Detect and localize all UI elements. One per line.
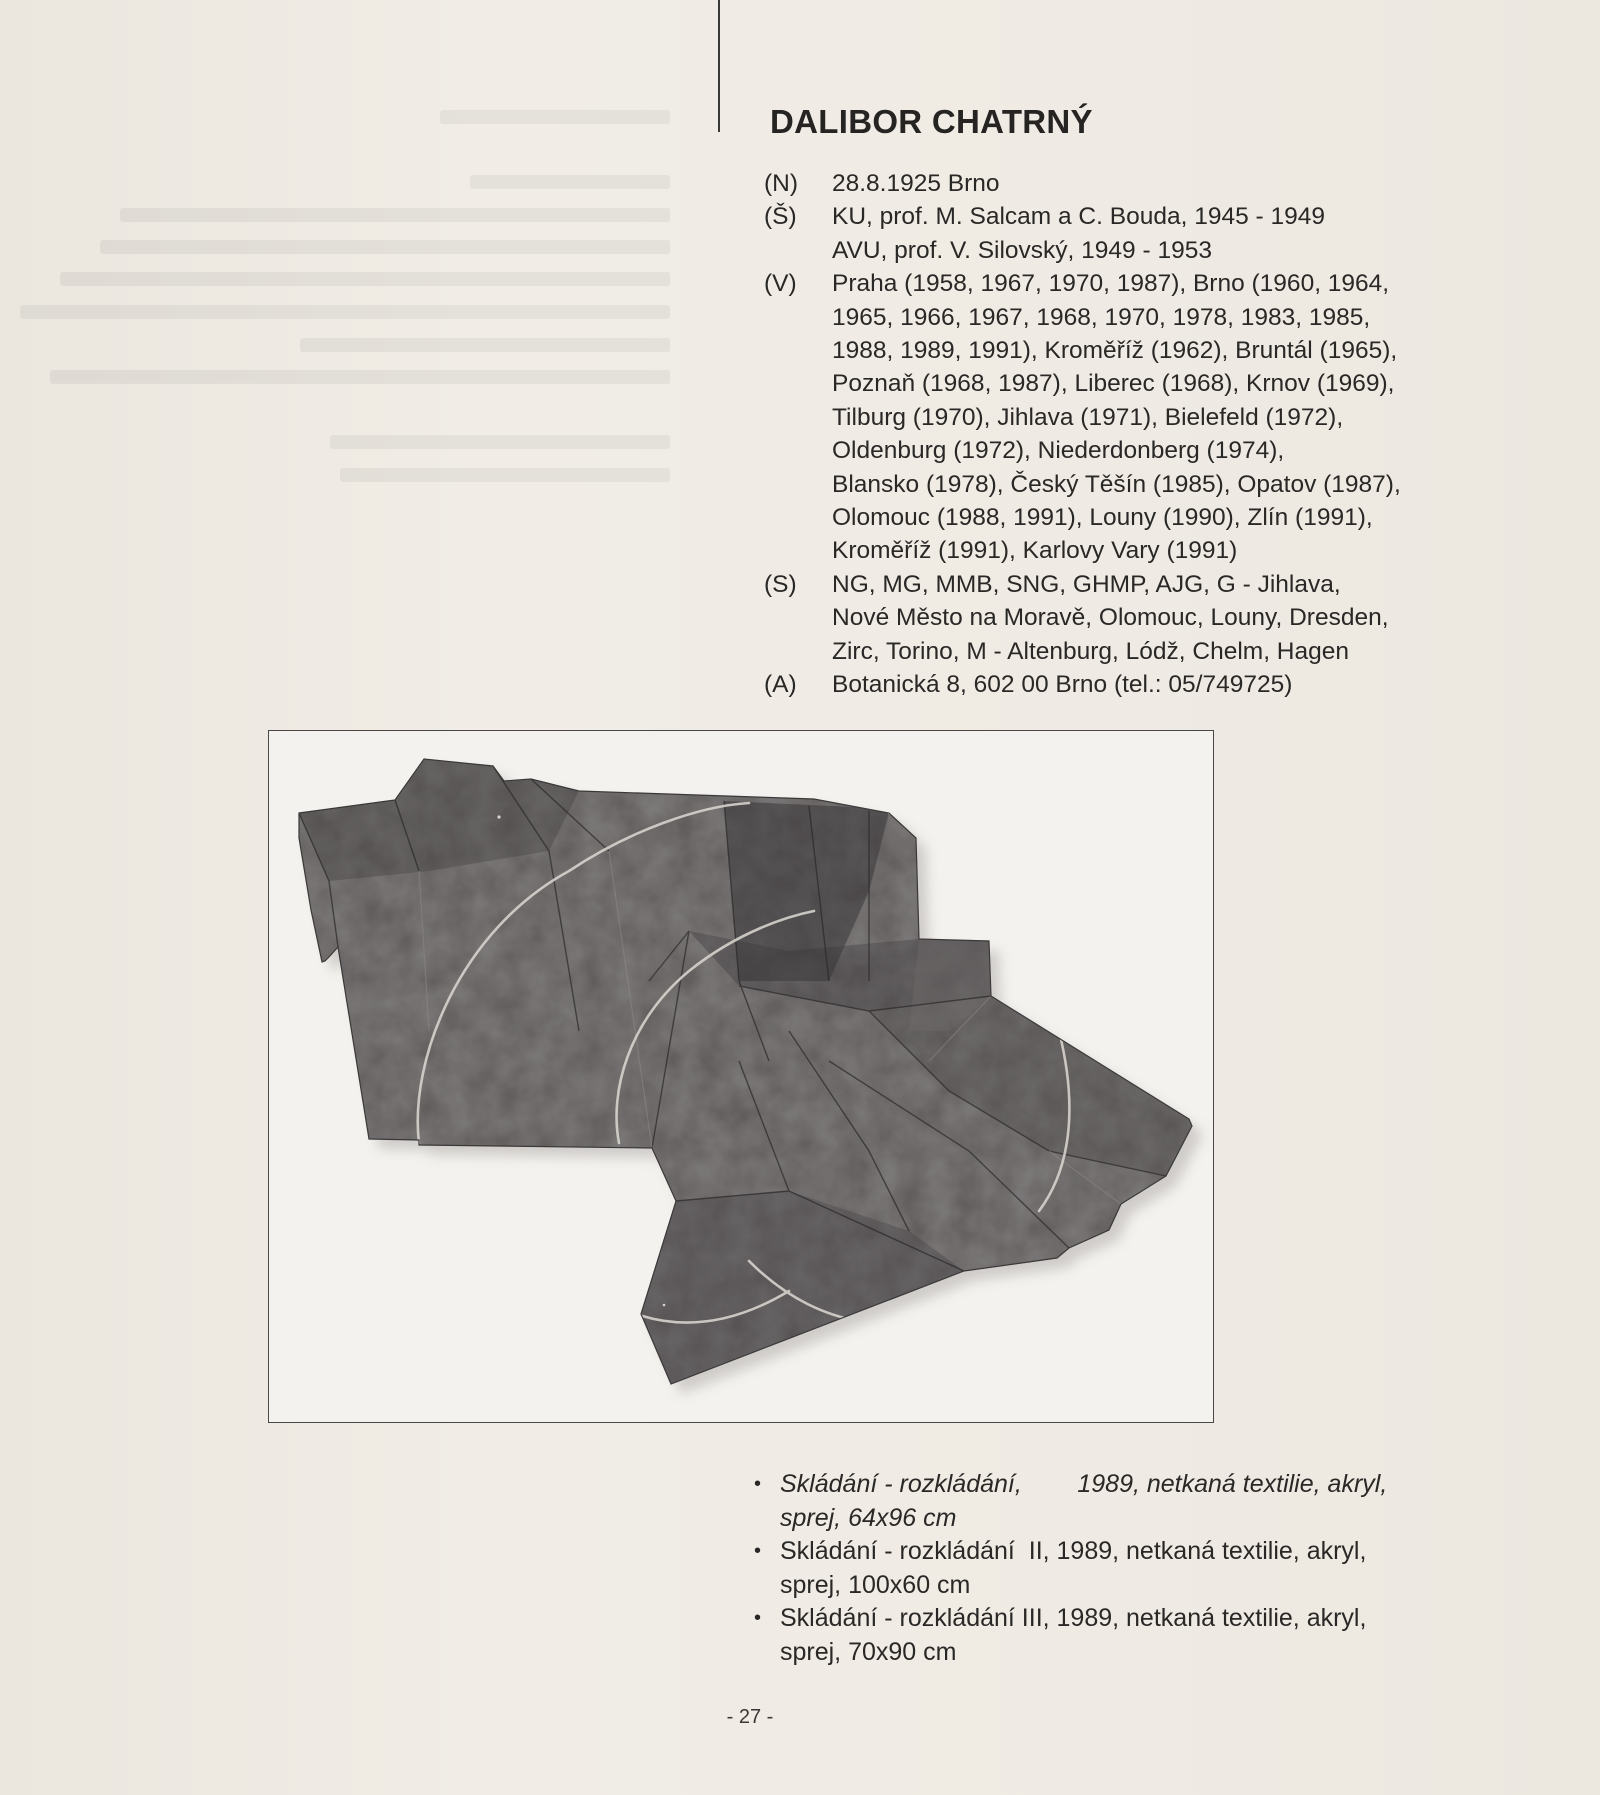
- bio-entry-line: AVU, prof. V. Silovský, 1949 - 1953: [832, 236, 1212, 264]
- bio-entry-line: Oldenburg (1972), Niederdonberg (1974),: [832, 437, 1285, 465]
- bio-entry-line: NG, MG, MMB, SNG, GHMP, AJG, G - Jihlava,: [832, 570, 1341, 598]
- caption-item: [754, 1602, 1474, 1669]
- caption-line: sprej, 64x96 cm: [780, 1503, 957, 1532]
- artist-name: DALIBOR CHATRNÝ: [770, 103, 1093, 140]
- caption-line: Skládání - rozkládání III, 1989, netkaná textilie, akryl,: [780, 1604, 1367, 1632]
- bio-entry-key: (S): [764, 570, 797, 598]
- bio-entry-line: Tilburg (1970), Jihlava (1971), Bielefeld (1972),: [832, 403, 1344, 431]
- bullet-icon: •: [754, 1473, 762, 1495]
- bio-entry-value: [832, 200, 1484, 267]
- caption-line: Skládání - rozkládání, 1989, netkaná textilie, akryl,: [780, 1470, 1388, 1498]
- caption-item: [754, 1535, 1474, 1602]
- caption-item: [754, 1468, 1474, 1535]
- bio-entry-line: Olomouc (1988, 1991), Louny (1990), Zlín (1991),: [832, 504, 1373, 532]
- bleed-through-text: [0, 100, 720, 520]
- caption-line: sprej, 100x60 cm: [780, 1570, 971, 1599]
- bullet-icon: •: [754, 1607, 762, 1629]
- caption-text: [780, 1468, 1387, 1535]
- caption-text: [780, 1602, 1366, 1669]
- bio-entry: [764, 568, 1484, 668]
- bio-entry-key: (V): [764, 270, 797, 298]
- bio-entry-value: [832, 167, 1484, 200]
- caption-line: sprej, 70x90 cm: [780, 1637, 957, 1666]
- bio-entry-line: KU, prof. M. Salcam a C. Bouda, 1945 - 1949: [832, 203, 1325, 231]
- caption-line: Skládání - rozkládání II, 1989, netkaná textilie, akryl,: [780, 1537, 1367, 1565]
- bullet-icon: •: [754, 1540, 762, 1562]
- bio-entry-line: Zirc, Torino, M - Altenburg, Lódž, Chelm, Hagen: [832, 637, 1350, 665]
- bio-entry-key: (A): [764, 671, 797, 699]
- bio-entry: [764, 167, 1484, 200]
- bio-entry: [764, 267, 1484, 568]
- bio-entry-line: Kroměříž (1991), Karlovy Vary (1991): [832, 537, 1238, 565]
- bio-entry: [764, 200, 1484, 267]
- artwork-photo-frame: [268, 730, 1214, 1423]
- bio-entry-line: Nové Město na Moravě, Olomouc, Louny, Dresden,: [832, 604, 1389, 632]
- page-number: - 27 -: [726, 1706, 774, 1728]
- bio-entry-value: [832, 267, 1484, 568]
- bio-entry-line: 28.8.1925 Brno: [832, 170, 1000, 197]
- artwork-captions: [754, 1468, 1474, 1669]
- artwork-photo: [269, 731, 1214, 1423]
- bio-entry-key: (N): [764, 170, 799, 197]
- bio-entry-line: 1965, 1966, 1967, 1968, 1970, 1978, 1983, 1985,: [832, 303, 1371, 331]
- bio-list: [764, 167, 1484, 702]
- bio-entry-line: 1988, 1989, 1991), Kroměříž (1962), Bruntál (1965),: [832, 337, 1398, 365]
- bio-entry: [764, 668, 1484, 701]
- bio-entry-line: Praha (1958, 1967, 1970, 1987), Brno (1960, 1964,: [832, 270, 1390, 298]
- bio-entry-value: [832, 568, 1484, 668]
- bio-entry-line: Botanická 8, 602 00 Brno (tel.: 05/749725): [832, 671, 1293, 699]
- bio-entry-value: [832, 668, 1484, 701]
- caption-text: [780, 1535, 1366, 1602]
- vertical-rule: [718, 0, 720, 132]
- bio-entry-key: (Š): [764, 203, 797, 231]
- bio-entry-line: Blansko (1978), Český Těšín (1985), Opatov (1987),: [832, 470, 1401, 498]
- bio-entry-line: Poznaň (1968, 1987), Liberec (1968), Krnov (1969),: [832, 370, 1395, 398]
